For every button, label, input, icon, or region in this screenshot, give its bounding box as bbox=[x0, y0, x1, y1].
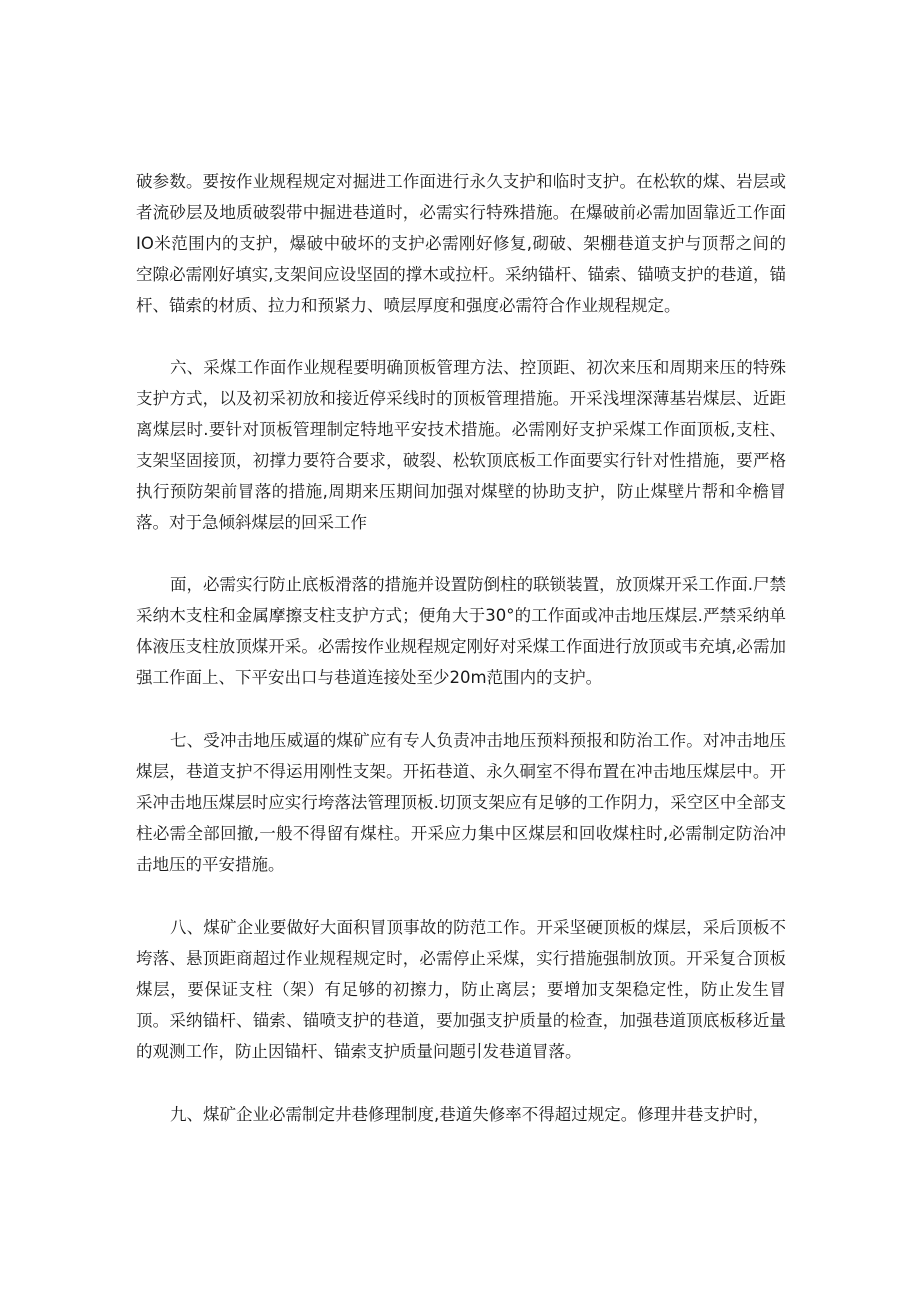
paragraph-text: 九、煤矿企业必需制定井巷修理制度,巷道失修率不得超过规定。修理井巷支护时， bbox=[170, 1105, 770, 1124]
paragraph-text: 八、煤矿企业要做好大面积冒顶事故的防范工作。开采坚硬顶板的煤层，采后顶板不垮落、悬顶距商超过作业规程规定时，必需停止采煤，实行措施强制放顶。开采复合顶板煤层，要保证支柱（架）有足够的初擦力，防止离层；要增加支架稳定性，防止发生冒顶。采纳锚杆、锚索、锚喷支护的巷道，要加强支护质量的检查，加强巷道顶底板移近量的观测工作，防止因锚杆、锚索支护质量问题引发巷道冒落。 bbox=[136, 918, 786, 1061]
paragraph-text: 七、受冲击地压威逼的煤矿应有专人负责冲击地压预料预报和防治工作。对冲击地压煤层，巷道支护不得运用刚性支架。开拓巷道、永久硐室不得布置在冲击地压煤层中。开采冲击地压煤层时应实行垮落法管理顶板.切顶支架应有足够的工作阴力，采空区中全部支柱必需全部回撤,一般不得留有煤柱。开采应力集中区煤层和回收煤柱时,必需制定防治冲击地压的平安措施。 bbox=[136, 731, 786, 874]
paragraph-section-6 bbox=[136, 352, 786, 538]
paragraph-roadway-support bbox=[136, 166, 786, 321]
paragraph-section-9 bbox=[136, 1099, 786, 1130]
paragraph-section-8 bbox=[136, 912, 786, 1067]
paragraph-section-7 bbox=[136, 725, 786, 880]
paragraph-text: 面，必需实行防止底板滑落的措施并设置防倒柱的联锁装置，放顶煤开采工作面.尸禁采纳木支柱和金属摩擦支柱支护方式；便角大于30°的工作面或冲击地压煤层.严禁采纳单体液压支柱放顶煤开采。必需按作业规程规定刚好对采煤工作面进行放顶或韦充填,必需加强工作面上、下平安出口与巷道连接处至少20m范围内的支护。 bbox=[136, 575, 786, 687]
paragraph-text: 破参数。要按作业规程规定对掘进工作面进行永久支护和临时支护。在松软的煤、岩层或者流砂层及地质破裂带中掘进巷道时，必需实行特殊措施。在爆破前必需加固靠近工作面IO米范围内的支护，爆破中破坏的支护必需刚好修复,砌破、架棚巷道支护与顶帮之间的空隙必需刚好填实,支架间应设坚固的撑木或拉杆。采纳锚杆、锚索、锚喷支护的巷道，锚杆、锚索的材质、拉力和预紧力、喷层厚度和强度必需符合作业规程规定。 bbox=[136, 172, 786, 315]
paragraph-section-6-continued bbox=[136, 569, 786, 693]
paragraph-text: 六、采煤工作面作业规程要明确顶板管理方法、控顶距、初次来压和周期来压的特殊支护方式，以及初采初放和接近停采线时的顶板管理措施。开采浅埋深薄基岩煤层、近距离煤层时.要针对顶板管理制定特地平安技术措施。必需刚好支护采煤工作面顶板,支柱、支架坚固接顶，初撑力要符合要求，破裂、松软顶底板工作面要实行针对性措施，要严格执行预防架前冒落的措施,周期来压期间加强对煤壁的协助支护，防止煤壁片帮和伞檐冒落。对于急倾斜煤层的回采工作 bbox=[136, 358, 786, 532]
